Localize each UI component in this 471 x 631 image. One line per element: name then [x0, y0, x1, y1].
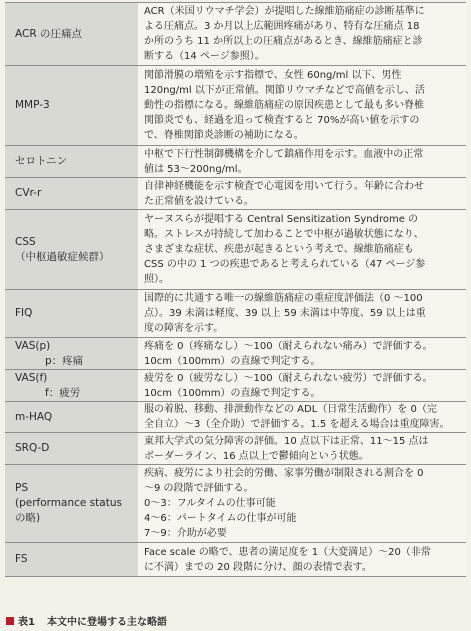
description-cell	[138, 402, 466, 433]
description-cell	[138, 543, 466, 577]
table-row	[5, 3, 466, 66]
term-text: （中枢過敏症候群）	[15, 250, 110, 263]
description-line: 0〜3：フルタイムの仕事可能	[144, 498, 276, 509]
term-text: PS	[15, 482, 28, 494]
term-cell	[5, 290, 138, 338]
term-text: SRQ-D	[15, 442, 50, 454]
term-cell	[5, 338, 138, 370]
description-cell	[138, 370, 466, 402]
description-cell	[138, 433, 466, 465]
description-line: 7〜9：介助が必要	[144, 528, 227, 539]
term-text: p：疼痛	[45, 354, 84, 367]
term-cell	[5, 146, 138, 178]
table-row	[5, 210, 466, 290]
term-cell	[5, 465, 138, 543]
description-cell	[138, 338, 466, 370]
description-cell	[138, 146, 466, 178]
description-line: か所のうち 11 か所以上の圧痛点があるとき、線維筋痛症と診	[144, 36, 423, 47]
description-line: 点）。39 未満は軽度、39 以上 59 未満は中等度、59 以上は重	[144, 308, 426, 319]
description-line: 4〜6：パートタイムの仕事が可能	[144, 513, 297, 524]
term-text: FIQ	[15, 307, 33, 319]
term-text: CSS	[15, 235, 36, 248]
description-line: 照）。	[144, 274, 169, 285]
description-line: 動性の指標になる。線維筋痛症の原因疾患として最も多い脊椎	[144, 100, 424, 111]
table-row	[5, 433, 466, 465]
description-cell	[138, 178, 466, 210]
table-row	[5, 290, 466, 338]
table-row	[5, 543, 466, 577]
description-cell	[138, 465, 466, 543]
caption-square-icon	[6, 617, 14, 625]
description-line: 〜9 の段階で評価する。	[144, 483, 254, 494]
description-line: 関節滑膜の増殖を示す指標で、女性 60ng/ml 以下、男性	[144, 70, 402, 81]
caption-title: 本文中に登場する主な略語	[46, 617, 167, 628]
description-line: 10cm（100mm）の直線で判定する。	[144, 355, 321, 367]
term-cell	[5, 178, 138, 210]
description-line: ヤーヌスらが提唱する Central Sensitization Syndrome の	[144, 214, 419, 225]
term-text: m-HAQ	[15, 410, 53, 423]
description-line: 東邦大学式の気分障害の評価。10 点以下は正常、11〜15 点は	[144, 435, 429, 447]
description-cell	[138, 3, 466, 66]
term-text: FS	[15, 553, 28, 565]
description-line: 値は 53〜200ng/ml。	[144, 163, 248, 175]
description-cell	[138, 210, 466, 290]
description-line: 疲労を 0（疲労なし）〜100（耐えられない疲労）で評価する。	[144, 372, 433, 384]
term-text: ACR の圧痛点	[15, 27, 82, 40]
term-text: VAS(p)	[15, 339, 51, 352]
table-row	[5, 338, 466, 370]
description-line: 関節炎でも、経過を追って検査すると 70%が高い値を示すの	[144, 115, 420, 126]
term-cell	[5, 3, 138, 66]
term-text: VAS(f)	[15, 371, 48, 384]
table-row	[5, 178, 466, 210]
description-cell	[138, 290, 466, 338]
description-line: 疾病、疲労により社会的労働、家事労働が制限される割合を 0	[144, 468, 424, 479]
description-line: さまざまな症状、疾患が起きるという考えで、線維筋痛症も	[144, 244, 414, 255]
description-line: 全自立）〜3（全介助）で評価する。1.5 を超える場合は重度障害。	[144, 419, 450, 430]
description-line: 自律神経機能を示す検査で心電図を用いて行う。年齢に合わせ	[144, 180, 424, 192]
description-line: 120ng/ml 以下が正常値。関節リウマチなどで高値を示し、活	[144, 85, 425, 96]
description-line: 中枢で下行性制御機構を介して鎮痛作用を示す。血液中の正常	[144, 148, 424, 160]
table-row	[5, 370, 466, 402]
description-line: に不満）までの 20 段階に分け、顔の表情で表す。	[144, 561, 372, 573]
term-cell	[5, 370, 138, 402]
term-text: セロトニン	[15, 155, 68, 167]
abbreviation-table	[5, 2, 466, 577]
table-body	[5, 3, 466, 577]
description-line: で、脊椎関節炎診断の補助になる。	[144, 130, 304, 141]
term-text: CVr-r	[15, 187, 42, 199]
description-line: 断する（14 ページ参照）。	[144, 51, 265, 62]
description-line: Face scale の略で、患者の満足度を 1（大変満足）〜20（非常	[144, 546, 431, 558]
term-text: f：疲労	[45, 386, 81, 399]
description-line: 疼痛を 0（疼痛なし）〜100（耐えられない痛み）で評価する。	[144, 340, 433, 352]
term-cell	[5, 543, 138, 577]
table-row	[5, 465, 466, 543]
table-row	[5, 146, 466, 178]
term-text: MMP-3	[15, 99, 50, 111]
description-line: ボーダーライン、16 点以上で鬱傾向という状態。	[144, 450, 369, 462]
caption-number: 表1	[18, 617, 35, 628]
term-cell	[5, 66, 138, 146]
term-cell	[5, 433, 138, 465]
description-line: た正常値を設けている。	[144, 195, 254, 207]
description-line: ACR（米国リウマチ学会）が提唱した線維筋痛症の診断基準に	[144, 6, 425, 17]
table-row	[5, 402, 466, 433]
description-cell	[138, 66, 466, 146]
description-line: よる圧痛点。3 か月以上広範囲疼痛があり、特有な圧痛点 18	[144, 21, 420, 32]
term-cell	[5, 402, 138, 433]
description-line: 国際的に共通する唯一の線維筋痛症の重症度評価法（0 〜100	[144, 293, 423, 304]
term-text: の略)	[15, 512, 41, 524]
description-line: 服の着脱、移動、排泄動作などの ADL（日常生活動作）を 0（完	[144, 404, 437, 415]
description-line: 度の障害を示す。	[144, 323, 224, 334]
term-text: (performance status	[15, 497, 122, 509]
table-caption	[6, 613, 167, 628]
table-row	[5, 66, 466, 146]
term-cell	[5, 210, 138, 290]
description-line: 略。ストレスが持続して加わることで中枢が過敏状態になり、	[144, 229, 424, 240]
description-line: 10cm（100mm）の直線で判定する。	[144, 387, 321, 399]
description-line: CSS の中の 1 つの疾患であると考えられている（47 ページ参	[144, 259, 426, 270]
